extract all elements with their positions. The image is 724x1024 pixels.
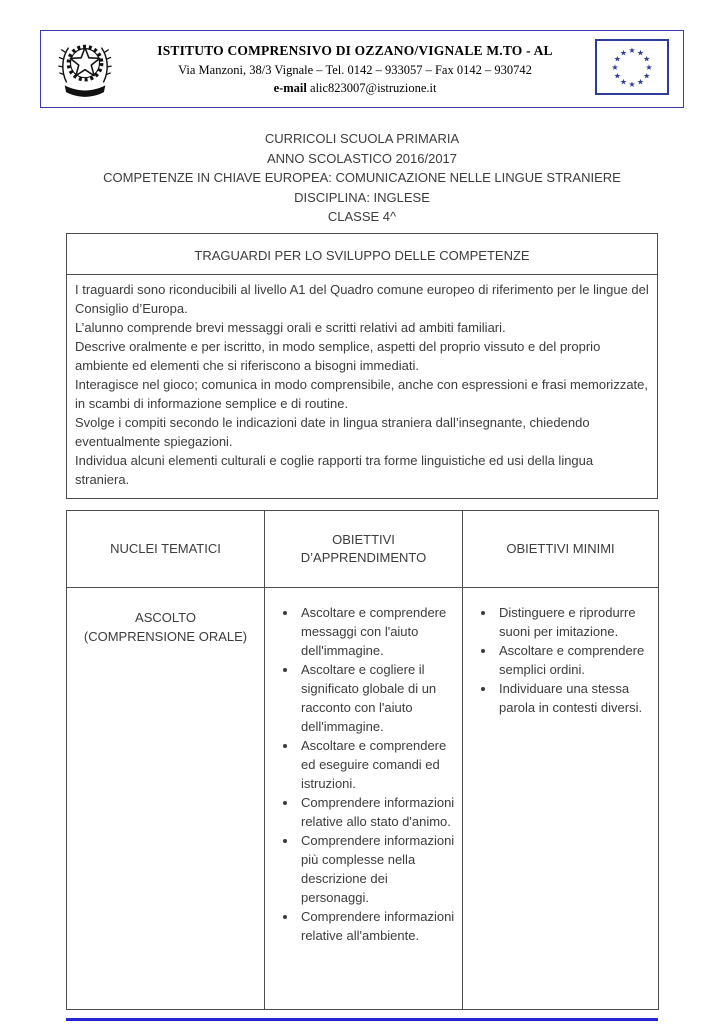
letterhead-text [115,43,595,96]
doc-title-line-3: COMPETENZE IN CHIAVE EUROPEA: COMUNICAZIONE NELLE LINGUE STRANIERE [103,170,621,185]
minimum-objective-item: • Distinguere e riprodurre suoni per imitazione. [496,603,652,641]
traguardi-paragraph: L’alunno comprende brevi messaggi orali e scritti relativi ad ambiti familiari. [75,320,506,335]
svg-text:★: ★ [611,62,619,72]
eu-flag-svg [595,39,669,95]
next-table-top-border [66,1018,658,1021]
obiettivi-minimi-cell [463,588,659,1010]
doc-title-line-5: CLASSE 4^ [327,209,397,224]
email-address: alic823007@istruzione.it [310,80,437,95]
svg-text:★: ★ [643,54,651,63]
table-header-row [67,511,659,588]
objective-item: • Ascoltare e comprendere ed eseguire comandi ed istruzioni. [298,736,456,793]
doc-title-line-4: DISCIPLINA: INGLESE [294,189,430,205]
traguardi-title: TRAGUARDI PER LO SVILUPPO DELLE COMPETENZE [67,234,657,275]
objective-item: • Ascoltare e cogliere il significato globale di un racconto con l'aiuto dell'immagine. [298,660,456,736]
svg-text:★: ★ [636,47,645,57]
nucleo-subtitle: (COMPRENSIONE ORALE) [83,629,248,644]
obiettivi-apprendimento-cell [265,588,463,1010]
traguardi-paragraph: Individua alcuni elementi culturali e coglie rapporti tra forme linguistiche ed usi della lingua straniera. [75,453,594,487]
letterhead [40,30,684,108]
italy-emblem-svg [55,34,115,100]
column-header-nuclei-tematici: NUCLEI TEMATICI [67,511,265,588]
nucleo-title: ASCOLTO [135,610,196,625]
svg-text:★: ★ [619,47,628,57]
svg-text:★: ★ [628,45,636,55]
objective-item: • Comprendere informazioni relative all'ambiente. [298,907,456,945]
column-header-obiettivi-apprendimento: OBIETTIVI D’APPRENDIMENTO [265,511,463,588]
traguardi-body [67,275,657,498]
school-email [121,81,589,96]
objective-item: • Comprendere informazioni più complesse nella descrizione dei personaggi. [298,831,456,907]
traguardi-box [66,233,658,499]
school-address: Via Manzoni, 38/3 Vignale – Tel. 0142 – 933057 – Fax 0142 – 930742 [178,62,532,77]
email-label: e-mail [273,80,307,95]
school-name: ISTITUTO COMPRENSIVO DI OZZANO/VIGNALE M.TO - AL [157,42,553,58]
svg-text:★: ★ [628,79,636,89]
traguardi-paragraph: Descrive oralmente e per iscritto, in modo semplice, aspetti del proprio vissuto e del proprio ambiente ed elementi che si riferiscono a bisogni immediati. [75,339,601,373]
objective-item: • Comprendere informazioni relative allo stato d'animo. [298,793,456,831]
eu-flag-icon [595,39,669,100]
document-title-block [0,129,724,227]
traguardi-paragraph: Svolge i compiti secondo le indicazioni date in lingua straniera dall’insegnante, chiedendo eventualmente spiegazioni. [75,415,590,449]
obiettivi-minimi-list [475,603,652,717]
minimum-objective-item: • Individuare una stessa parola in contesti diversi. [496,679,652,717]
svg-text:★: ★ [636,77,645,87]
table-row-ascolto [67,588,659,1010]
svg-text:★: ★ [613,71,621,80]
objective-item: • Ascoltare e comprendere messaggi con l'aiuto dell'immagine. [298,603,456,660]
traguardi-paragraph: Interagisce nel gioco; comunica in modo comprensibile, anche con espressioni e frasi memorizzate, in scambi di informazione semplice e di routine. [75,377,649,411]
svg-text:★: ★ [643,71,651,80]
column-header-obiettivi-minimi: OBIETTIVI MINIMI [463,511,659,588]
svg-text:★: ★ [619,77,628,87]
minimum-objective-item: • Ascoltare e comprendere semplici ordini. [496,641,652,679]
curriculum-table [66,510,659,1010]
italy-emblem-icon [55,34,115,105]
doc-title-line-1: CURRICOLI SCUOLA PRIMARIA [264,131,460,146]
svg-text:★: ★ [613,54,621,63]
doc-title-line-2: ANNO SCOLASTICO 2016/2017 [266,150,458,166]
nucleo-cell [67,588,265,1010]
svg-text:★: ★ [645,62,653,72]
obiettivi-list [277,603,456,945]
traguardi-paragraph: I traguardi sono riconducibili al livello A1 del Quadro comune europeo di riferimento per le lingue del Consiglio d’Europa. [75,282,649,316]
